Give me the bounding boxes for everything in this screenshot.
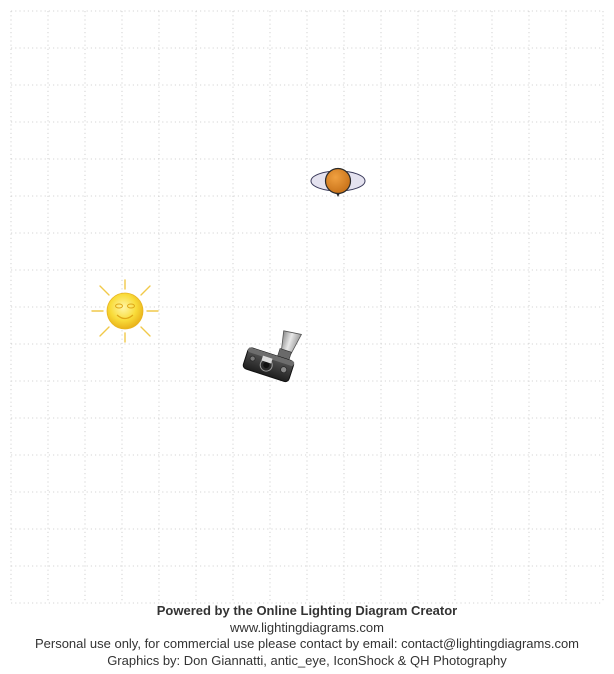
background-grid <box>11 11 603 603</box>
website-link[interactable]: www.lightingdiagrams.com <box>230 619 384 635</box>
camera-icon[interactable] <box>242 320 303 382</box>
sun-icon[interactable] <box>92 280 158 342</box>
person-subject-icon[interactable] <box>311 169 365 198</box>
footer <box>0 603 614 669</box>
credits-text: Graphics by: Don Giannatti, antic_eye, IconShock & QH Photography <box>107 652 507 668</box>
license-text: Personal use only, for commercial use please contact by email: contact@lightingdiagrams.com <box>34 636 580 651</box>
powered-by-text: Powered by the Online Lighting Diagram Creator <box>156 603 458 618</box>
